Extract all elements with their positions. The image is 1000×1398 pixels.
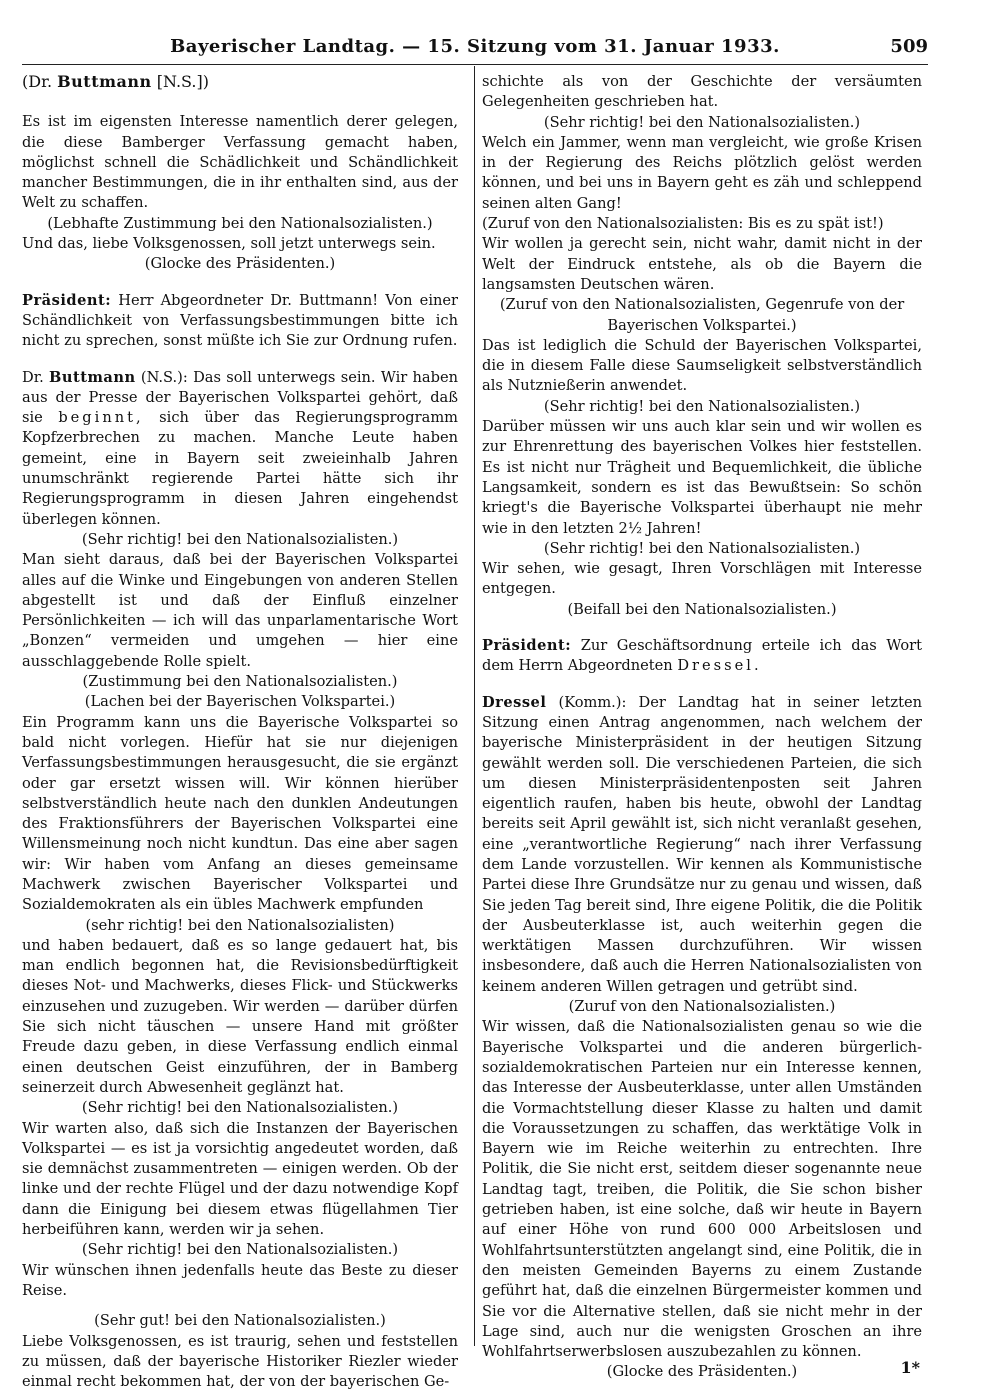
paragraph: Liebe Volksgenossen, es ist traurig, sehen und feststellen zu müssen, daß der bayerische Historiker Riezler wieder einmal recht bekommen hat, der von der bayerischen Ge- bbox=[22, 1332, 458, 1391]
stage-remark: (Glocke des Präsidenten.) bbox=[606, 1363, 798, 1381]
paragraph: Man sieht daraus, daß bei der Bayerischen Volkspartei alles auf die Winke und Eingebungen von anderen Stellen abgestellt ist und daß der Einfluß einzelner Persönlichkeiten — ich will das unparlamentarische Wort „Bonzen“ vermeiden und umgehen — hier eine ausschlaggebende Rolle spielt. bbox=[22, 551, 458, 670]
statement-text: (Komm.): Der Landtag hat in seiner letzten Sitzung einen Antrag angenommen, nach welchem der bayerische Ministerpräsident in der heutigen Sitzung gewählt werden soll. Die verschiedenen Parteien, die sich um diesen Ministerpräsidentenposten seit Jahren eigentlich raufen, haben bis heute, obwohl der Landtag bereits seit April gewählt ist, sich nicht veranlaßt gesehen, eine „verantwortliche Regierung“ nach ihrer Verfassung dem Lande vorzustellen. Wir kennen als Kommunistische Partei diese Ihre Grundsätze nur zu genau und wissen, daß Sie jeden Tag bereit sind, Ihre eigene Politik, die die Politik der Ausbeuterklasse ist, auch weiterhin gegen die werktätigen Massen durchzuführen. Wir wissen insbesondere, daß auch die Herren Nationalsozialisten von keinem anderen Willen getragen und getrübt sind. bbox=[482, 693, 923, 995]
paragraph: schichte als von der Geschichte der versäumten Gelegenheiten geschrieben hat. bbox=[482, 73, 922, 111]
speaker-name: Buttmann bbox=[57, 72, 152, 91]
continued-speaker bbox=[22, 72, 458, 92]
signature-mark: 1* bbox=[900, 1358, 920, 1377]
paragraph: Wir wünschen ihnen jedenfalls heute das Beste zu dieser Reise. bbox=[22, 1261, 458, 1299]
stage-remark: (Sehr gut! bei den Nationalsozialisten.) bbox=[94, 1312, 386, 1330]
stage-remark: (Glocke des Präsidenten.) bbox=[144, 255, 336, 273]
stage-remark: (Sehr richtig! bei den Nationalsozialisten.) bbox=[543, 113, 861, 131]
stage-remark: (Sehr richtig! bei den Nationalsozialisten.) bbox=[543, 397, 861, 415]
paragraph: Darüber müssen wir uns auch klar sein und wir wollen es zur Ehrenrettung des bayerischen Volkes hier feststellen. Es ist nicht nur Trägheit und Bequemlichkeit, die übliche Langsamkeit, sondern es ist das Bewußtsein: So schön kriegt's die Bayerische Volkspartei überhaupt nie mehr wie in den letzten 2½ Jahren! bbox=[482, 418, 922, 537]
stage-remark: (Sehr richtig! bei den Nationalsozialisten.) bbox=[81, 1241, 399, 1259]
stage-remark: (Zuruf von den Nationalsozialisten, Gegenrufe von der Bayerischen Volkspartei.) bbox=[499, 296, 905, 334]
speaker-name: Buttmann bbox=[49, 368, 136, 386]
stage-remark: (Zuruf von den Nationalsozialisten: Bis es zu spät ist!) bbox=[482, 215, 884, 233]
paragraph: Wir warten also, daß sich die Instanzen der Bayerischen Volkspartei — es ist ja vorsichtig angedeutet worden, daß sie demnächst zusammentreten — einigen werden. Ob der linke und der rechte Flügel und der dazu notwendige Kopf dann die Einigung bei diesem etwas flügellahmen Tier herbeiführen kann, werden wir ja sehen. bbox=[22, 1119, 458, 1239]
stage-remark: (Sehr richtig! bei den Nationalsozialisten.) bbox=[543, 539, 861, 557]
statement-text: (N.S.): Das soll unterwegs sein. Wir haben aus der Presse der Bayerischen Volkspartei gehört, daß sie bbox=[22, 368, 459, 427]
paragraph: Und das, liebe Volksgenossen, soll jetzt unterwegs sein. bbox=[22, 235, 436, 253]
statement-text: sich über das Regierungsprogramm Kopfzerbrechen zu machen. Manche Leute haben gemeint, eine in Bayern seit zweieinhalb Jahren unumschränkt regierende Partei hätte sich ihr Regierungsprogramm in diesen Jahren eingehendst überlegen können. bbox=[22, 409, 459, 528]
speaker-statement bbox=[22, 368, 458, 530]
paragraph: Wir sehen, wie gesagt, Ihren Vorschlägen mit Interesse entgegen. bbox=[482, 560, 922, 598]
page-number: 509 bbox=[890, 36, 928, 57]
paragraph: Es ist im eigensten Interesse namentlich derer gelegen, die diese Bamberger Verfassung gemacht haben, möglichst schnell die Schädlichkeit und Schändlichkeit mancher Bestimmungen, die in ihr enthalten sind, aus der Welt zu schaffen. bbox=[22, 113, 458, 212]
paragraph: Wir wollen ja gerecht sein, nicht wahr, damit nicht in der Welt der Eindruck entstehe, als ob die Bayern die langsamsten Deutschen wären. bbox=[482, 235, 922, 293]
speaker-name: Dressel bbox=[482, 693, 547, 711]
speaker-party: [N.S.]) bbox=[156, 72, 209, 91]
speaker-label: Präsident: bbox=[22, 291, 112, 309]
running-header bbox=[22, 30, 928, 65]
paragraph: und haben bedauert, daß es so lange gedauert hat, bis man endlich begonnen hat, die Revisionsbedürftigkeit dieses Not- und Machwerks, dieses Flick- und Stückwerks einzusehen und zuzugeben. Wir werden — darüber dürfen Sie sich nicht täuschen — unsere Hand mit größter Freude dazu geben, in diese Verfassung endlich einmal einen deutschen Geist einzuführen, der in Bamberg seinerzeit durch Abwesenheit geglänzt hat. bbox=[22, 936, 458, 1096]
stage-remark: (Zustimmung bei den Nationalsozialisten.) bbox=[82, 673, 398, 691]
right-column bbox=[482, 72, 922, 1383]
paragraph: Welch ein Jammer, wenn man vergleicht, wie große Krisen in der Regierung des Reichs plötzlich gelöst werden können, und bei uns in Bayern geht es zäh und schleppend seinen alten Gang! bbox=[482, 133, 922, 212]
emphasized-word: beginnt, bbox=[58, 409, 144, 427]
paragraph: Das ist lediglich die Schuld der Bayerischen Volkspartei, die in diesem Falle diese Saumseligkeit selbstverständlich als Nutznießerin anwendet. bbox=[482, 336, 922, 395]
paragraph: Wir wissen, daß die Nationalsozialisten genau so wie die Bayerische Volkspartei und die anderen bürgerlich-sozialdemokratischen Parteien nur ein Interesse kennen, das Interesse der Ausbeuterklasse, unter allen Umständen die Vormachtstellung dieser Klasse zu halten und damit die Voraussetzungen zu schaffen, das werktätige Volk in Bayern wie im Reiche weiterhin zu entrechten. Ihre Politik, die Sie nicht erst, seitdem dieser sogenannte neue Landtag tagt, treiben, die Politik, die Sie schon bisher getrieben haben, ist eine solche, daß wir heute in Bayern auf einer Höhe von rund 600 000 Arbeitslosen und Wohlfahrtsunterstützten angelangt sind, eine Politik, die in den meisten Gemeinden Bayerns zu einem Zustande geführt hat, daß die einzelnen Bürgermeister kommen und Sie vor die Alternative stellen, daß sie nicht mehr in der Lage sind, auch nur die wenigsten Groschen an ihre Wohlfahrtserwerbslosen auszubezahlen zu können. bbox=[482, 1018, 922, 1361]
president-statement bbox=[482, 636, 922, 677]
stage-remark: (Zuruf von den Nationalsozialisten.) bbox=[568, 998, 836, 1016]
speaker-title: Dr. bbox=[22, 368, 44, 386]
statement-text: Zur Geschäftsordnung erteile ich das Wort dem Herrn Abgeordneten bbox=[482, 637, 922, 675]
statement-text: Herr Abgeordneter Dr. Buttmann! Von einer Schändlichkeit von Verfassungsbestimmungen bitte ich nicht zu sprechen, sonst müßte ich Sie zur Ordnung rufen. bbox=[22, 291, 459, 350]
header-title: Bayerischer Landtag. — 15. Sitzung vom 31. Januar 1933. bbox=[170, 36, 780, 57]
president-statement bbox=[22, 291, 458, 352]
speaker-title: (Dr. bbox=[22, 72, 53, 91]
left-column bbox=[22, 72, 458, 1392]
stage-remark: (Sehr richtig! bei den Nationalsozialisten.) bbox=[81, 530, 399, 548]
stage-remark: (sehr richtig! bei den Nationalsozialisten) bbox=[85, 916, 395, 934]
column-divider bbox=[474, 66, 475, 1346]
emphasized-word: Dressel. bbox=[677, 657, 762, 675]
paragraph: Ein Programm kann uns die Bayerische Volkspartei so bald nicht vorlegen. Hiefür hat sie nur diejenigen Verfassungsbestimmungen herausgesucht, die sie ergänzt oder gar ersetzt wissen will. Wir können hierüber selbstverständlich heute nach den dunklen Andeutungen des Fraktionsführers der Bayerischen Volkspartei eine Willensmeinung noch nicht kundtun. Das eine aber sagen wir: Wir haben vom Anfang an dieses gemeinsame Machwerk zwischen Bayerischer Volkspartei und Sozialdemokraten als ein übles Machwerk empfunden bbox=[22, 713, 458, 914]
speaker-statement bbox=[482, 693, 922, 997]
stage-remark: (Lachen bei der Bayerischen Volkspartei.) bbox=[84, 693, 396, 711]
speaker-label: Präsident: bbox=[482, 637, 572, 655]
stage-remark: (Sehr richtig! bei den Nationalsozialisten.) bbox=[81, 1099, 399, 1117]
stage-remark: (Beifall bei den Nationalsozialisten.) bbox=[567, 600, 837, 618]
stage-remark: (Lebhafte Zustimmung bei den Nationalsozialisten.) bbox=[47, 214, 433, 232]
